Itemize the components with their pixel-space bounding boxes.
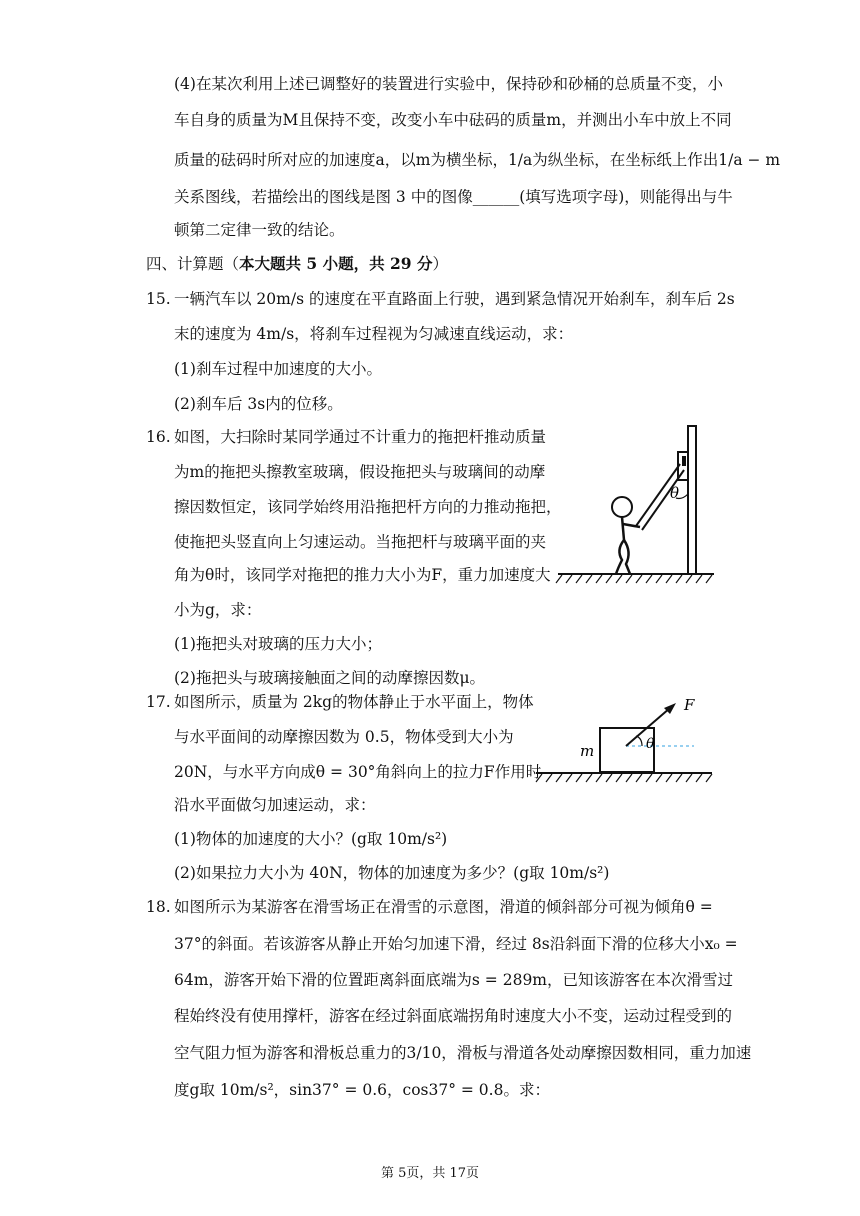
q17-line4: 沿水平面做匀加速运动，求： — [174, 796, 376, 814]
q15-number: 15. — [146, 290, 171, 308]
q14-p4-line5: 顿第二定律一致的结论。 — [174, 221, 345, 239]
q16-number: 16. — [146, 428, 171, 446]
q16-part2: (2)拖把头与玻璃接触面之间的动摩擦因数μ。 — [174, 669, 486, 687]
q14-p4-line2: 车自身的质量为M且保持不变，改变小车中砝码的质量m，并测出小车中放上不同 — [174, 111, 732, 129]
section-close: ） — [432, 255, 448, 273]
page-footer: 第 5页，共 17页 — [380, 1166, 480, 1181]
section-label: 四、计算题（ — [146, 255, 240, 273]
q16-line5: 角为θ时，该同学对拖把的推力大小为F，重力加速度大 — [174, 566, 551, 584]
q15-line2: 末的速度为 4m/s，将刹车过程视为匀减速直线运动，求： — [174, 325, 574, 343]
q17-line3: 20N，与水平方向成θ = 30°角斜向上的拉力F作用时 — [174, 763, 542, 781]
q18-line6: 度g取 10m/s²，sin37° = 0.6，cos37° = 0.8。求： — [174, 1081, 550, 1099]
q17-part1: (1)物体的加速度的大小？(g取 10m/s²) — [174, 830, 448, 848]
mass-m-label: m — [580, 742, 595, 760]
q16-line2: 为m的拖把头擦教室玻璃，假设拖把头与玻璃间的动摩 — [174, 463, 546, 481]
q17-line1: 如图所示，质量为 2kg的物体静止于水平面上，物体 — [174, 693, 534, 711]
q18-line5: 空气阻力恒为游客和滑板总重力的3/10，滑板与滑道各处动摩擦因数相同，重力加速 — [174, 1044, 752, 1062]
q16-line3: 擦因数恒定，该同学始终用沿拖把杆方向的力推动拖把， — [174, 498, 562, 516]
q18-line3: 64m，游客开始下滑的位置距离斜面底端为s = 289m，已知该游客在本次滑雪过 — [174, 971, 734, 989]
mop-figure — [552, 418, 722, 584]
mop-theta-label: θ — [670, 484, 680, 502]
block-figure — [534, 694, 714, 788]
q17-number: 17. — [146, 693, 171, 711]
section-detail: 本大题共 5 小题，共 29 分 — [239, 254, 433, 273]
q18-line4: 程始终没有使用撑杆，游客在经过斜面底端拐角时速度大小不变，运动过程受到的 — [174, 1007, 733, 1025]
q14-p4-line1: (4)在某次利用上述已调整好的装置进行实验中，保持砂和砂桶的总质量不变，小 — [174, 75, 723, 93]
q16-line1: 如图，大扫除时某同学通过不计重力的拖把杆推动质量 — [174, 428, 547, 446]
q15-part2: (2)刹车后 3s内的位移。 — [174, 395, 343, 413]
q14-p4-line3: 质量的砝码时所对应的加速度a，以m为横坐标，1/a为纵坐标，在坐标纸上作出1/a − m — [174, 151, 781, 169]
q18-number: 18. — [146, 898, 171, 916]
q18-line1: 如图所示为某游客在滑雪场正在滑雪的示意图，滑道的倾斜部分可视为倾角θ = — [174, 898, 713, 916]
q18-line2: 37°的斜面。若该游客从静止开始匀加速下滑，经过 8s沿斜面下滑的位移大小x₀ = — [174, 935, 738, 953]
q16-line6: 小为g，求： — [174, 601, 262, 619]
q15-part1: (1)刹车过程中加速度的大小。 — [174, 360, 382, 378]
block-theta-label: θ — [646, 736, 655, 752]
q17-line2: 与水平面间的动摩擦因数为 0.5，物体受到大小为 — [174, 728, 514, 746]
section-heading — [146, 254, 448, 274]
q16-line4: 使拖把头竖直向上匀速运动。当拖把杆与玻璃平面的夹 — [174, 533, 547, 551]
force-F-label: F — [684, 696, 695, 714]
q16-part1: (1)拖把头对玻璃的压力大小； — [174, 635, 382, 653]
q15-line1: 一辆汽车以 20m/s 的速度在平直路面上行驶，遇到紧急情况开始刹车，刹车后 2s — [174, 290, 735, 308]
q14-p4-line4: 关系图线，若描绘出的图线是图 3 中的图像______(填写选项字母)，则能得出与牛 — [174, 188, 733, 206]
q17-part2: (2)如果拉力大小为 40N，物体的加速度为多少？(g取 10m/s²) — [174, 864, 610, 882]
